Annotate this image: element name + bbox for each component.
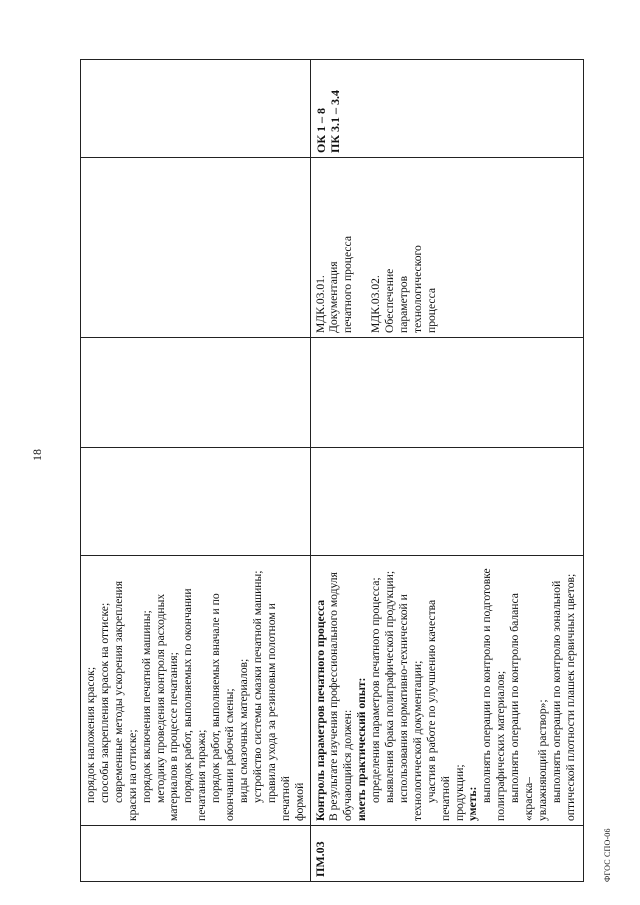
content-line: увлажняющий раствор»; [536,699,549,821]
content-line: выполнять операции по контролю баланса «краска– [508,593,536,821]
row1-col4-cell [81,338,311,448]
content-line: В результате изучения профессионального модуля [327,572,341,821]
mdk-line: Документация [327,261,341,333]
mdk-line: печатного процесса [341,236,355,333]
content-line: устройство системы смазки печатной машины; [250,570,264,803]
page-number: 18 [30,449,44,461]
row2-col4-cell [310,338,583,448]
curriculum-table [80,59,584,882]
mdk-line: процесса [424,287,438,333]
mdk-line: МДК.03.02. [369,275,383,333]
content-line: оптической плотности плашек первичных цветов; [563,573,577,821]
row2-competency-cell [310,60,583,158]
content-line: выполнять операции по контролю и подготовке [480,568,494,803]
content-line: продукции; [452,764,466,821]
module-code: ПМ.03 [312,841,327,877]
content-line: краски на оттиске; [125,729,139,821]
content-line: порядок работ, выполняемых по окончании [181,588,195,803]
content-line: методику проведения контроля расходных [153,593,167,803]
content-line: использования нормативно-технической и [396,594,410,803]
mdk-line: Обеспечение [383,268,397,333]
content-line: материалов в процессе печатания; [167,652,181,821]
content-line: иметь практический опыт: [355,677,369,821]
mdk-line [355,162,369,333]
content-line: виды смазочных материалов; [236,658,250,803]
content-line: порядок включения печатной машины; [139,610,153,803]
content-line: выполнять операции по контролю зональной [549,580,563,803]
table-row [310,60,583,882]
content-line: полиграфических материалов; [494,670,508,821]
row2-content-cell [310,556,583,826]
row2-mdk-cell [310,158,583,338]
row1-code-cell [81,826,311,882]
content-line: способы закрепления красок на оттиске; [97,602,111,803]
row1-col3-cell [81,448,311,556]
content-line: технологической документации; [410,660,424,821]
competency-code: ОК 1 – 8 [313,107,328,153]
content-line: участия в работе по улучшению качества печатной [424,599,452,821]
content-line: порядок работ, выполняемых вначале и по [209,593,223,803]
content-line: окончании рабочей смены; [223,688,237,821]
content-line: печатания тиража; [195,729,209,821]
row2-col3-cell [310,448,583,556]
content-line: Контроль параметров печатного процесса [313,599,327,821]
row2-code-cell [310,826,583,882]
content-line: формой [292,782,306,821]
content-line: современные методы ускорения закрепления [111,580,125,803]
content-line: порядок наложения красок; [84,666,97,803]
mdk-line: параметров [396,275,410,333]
content-line: выявления брака полиграфической продукции; [383,570,397,803]
row1-col5-cell [81,158,311,338]
content-line: обучающийся должен: [341,709,355,821]
mdk-line: МДК.03.01. [313,275,327,333]
content-line: определения параметров печатного процесса; [369,577,383,803]
mdk-line: технологического [410,245,424,333]
content-line: уметь: [466,786,480,821]
table-row [81,60,311,882]
row1-content-cell [81,556,311,826]
footer-label: ФГОС СПО-06 [603,828,612,882]
competency-code: ПК 3.1 – 3.4 [327,89,342,153]
row1-col6-cell [81,60,311,158]
content-line: правила ухода за резиновым полотном и печатной [264,603,292,821]
